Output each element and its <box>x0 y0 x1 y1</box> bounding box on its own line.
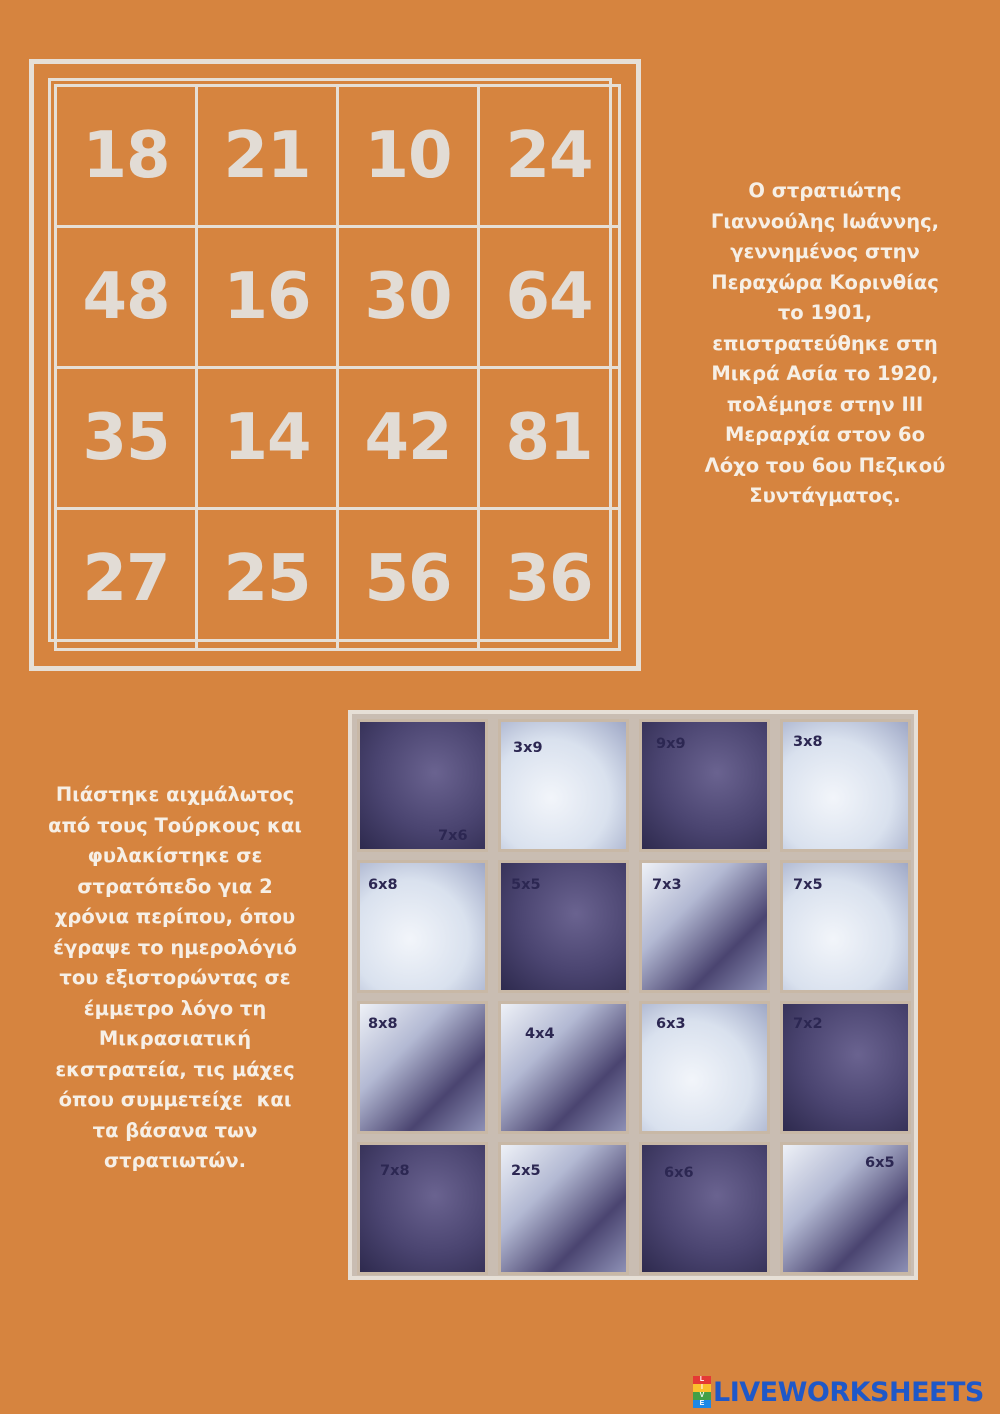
story-line: στρατόπεδο για 2 <box>77 874 273 898</box>
puzzle-tile[interactable] <box>780 1001 911 1134</box>
puzzle-tile-label: 4x4 <box>525 1026 555 1042</box>
puzzle-tile[interactable] <box>498 719 629 852</box>
number-cell[interactable]: 35 <box>54 366 198 510</box>
story-line: του εξιστορώντας σε <box>59 966 291 989</box>
story-line: πολέμησε στην ΙΙΙ <box>726 392 924 416</box>
puzzle-tile-label: 7x8 <box>380 1163 410 1179</box>
story-captivity <box>35 780 315 1177</box>
puzzle-tile[interactable] <box>639 860 770 993</box>
story-line: Μικρασιατική <box>98 1027 252 1050</box>
puzzle-tile[interactable] <box>357 1001 488 1134</box>
story-line: γεννημένος στην <box>730 240 920 263</box>
puzzle-tile-label: 3x8 <box>793 734 823 750</box>
number-cell[interactable]: 24 <box>477 84 621 228</box>
puzzle-tile-label: 2x5 <box>511 1163 541 1179</box>
story-line: Μικρά Ασία το 1920, <box>711 362 939 385</box>
puzzle-tile[interactable] <box>498 1142 629 1275</box>
story-line: Μεραρχία στον 6ο <box>725 423 925 446</box>
puzzle-tile-label: 6x5 <box>865 1155 895 1171</box>
liveworksheets-wordmark: LIVEWORKSHEETS <box>713 1376 984 1408</box>
puzzle-tile[interactable] <box>357 719 488 852</box>
story-line: όπου συμμετείχε και <box>58 1088 292 1111</box>
logo-letter: L <box>693 1376 711 1384</box>
puzzle-tile-label: 6x3 <box>656 1016 686 1032</box>
number-cell[interactable]: 14 <box>195 366 339 510</box>
puzzle-tile[interactable] <box>780 860 911 993</box>
liveworksheets-logo-icon <box>693 1376 711 1408</box>
number-cell[interactable]: 21 <box>195 84 339 228</box>
number-grid <box>48 78 612 642</box>
logo-letter: E <box>693 1400 711 1408</box>
story-line: χρόνια περίπου, όπου <box>54 905 296 928</box>
number-cell[interactable]: 64 <box>477 225 621 369</box>
number-cell[interactable]: 36 <box>477 507 621 651</box>
picture-puzzle-grid <box>348 710 918 1280</box>
number-cell[interactable]: 16 <box>195 225 339 369</box>
story-line: Λόχο του 6ου Πεζικού <box>704 453 946 477</box>
story-line: Πιάστηκε αιχμάλωτος <box>55 783 295 806</box>
puzzle-tile-label: 7x5 <box>793 877 823 893</box>
number-cell[interactable]: 42 <box>336 366 480 510</box>
number-cell[interactable]: 30 <box>336 225 480 369</box>
story-line: Συντάγματος. <box>749 484 901 507</box>
number-cell[interactable]: 10 <box>336 84 480 228</box>
puzzle-tile-label: 3x9 <box>513 740 543 756</box>
puzzle-tile-label: 7x2 <box>793 1016 823 1032</box>
number-cell[interactable]: 18 <box>54 84 198 228</box>
puzzle-tile-label: 7x6 <box>438 828 468 844</box>
puzzle-tile[interactable] <box>780 1142 911 1275</box>
puzzle-tile[interactable] <box>357 1142 488 1275</box>
story-line: από τους Τούρκους και <box>48 813 302 837</box>
logo-letter: I <box>693 1384 711 1392</box>
puzzle-tile-label: 6x6 <box>664 1165 694 1181</box>
liveworksheets-logo <box>693 1376 984 1408</box>
story-line: Ο στρατιώτης <box>748 179 902 202</box>
story-line: Περαχώρα Κορινθίας <box>711 270 939 294</box>
number-grid-frame <box>29 59 641 671</box>
story-line: το 1901, <box>777 301 873 324</box>
puzzle-tile[interactable] <box>639 719 770 852</box>
number-cell[interactable]: 56 <box>336 507 480 651</box>
story-line: τα βάσανα των <box>92 1118 258 1142</box>
number-cell[interactable]: 81 <box>477 366 621 510</box>
puzzle-tile-label: 8x8 <box>368 1016 398 1032</box>
puzzle-tile-label: 5x5 <box>511 877 541 893</box>
story-line: έγραψε το ημερολόγιό <box>53 935 297 959</box>
story-line: Γιαννούλης Ιωάννης, <box>710 209 940 233</box>
puzzle-tile[interactable] <box>498 1001 629 1134</box>
number-cell[interactable]: 25 <box>195 507 339 651</box>
story-intro <box>690 176 960 512</box>
story-line: στρατιωτών. <box>103 1149 247 1172</box>
logo-letter: V <box>693 1392 711 1400</box>
puzzle-tile-label: 7x3 <box>652 877 682 893</box>
puzzle-tile-label: 9x9 <box>656 736 686 752</box>
number-cell[interactable]: 48 <box>54 225 198 369</box>
puzzle-tile[interactable] <box>357 860 488 993</box>
puzzle-tile[interactable] <box>639 1142 770 1275</box>
number-cell[interactable]: 27 <box>54 507 198 651</box>
story-line: φυλακίστηκε σε <box>87 844 263 867</box>
story-line: εκστρατεία, τις μάχες <box>55 1057 295 1081</box>
story-line: έμμετρο λόγο τη <box>83 996 267 1020</box>
puzzle-tile-label: 6x8 <box>368 877 398 893</box>
puzzle-tile[interactable] <box>780 719 911 852</box>
story-line: επιστρατεύθηκε στη <box>712 331 938 355</box>
puzzle-tile[interactable] <box>639 1001 770 1134</box>
puzzle-tile[interactable] <box>498 860 629 993</box>
